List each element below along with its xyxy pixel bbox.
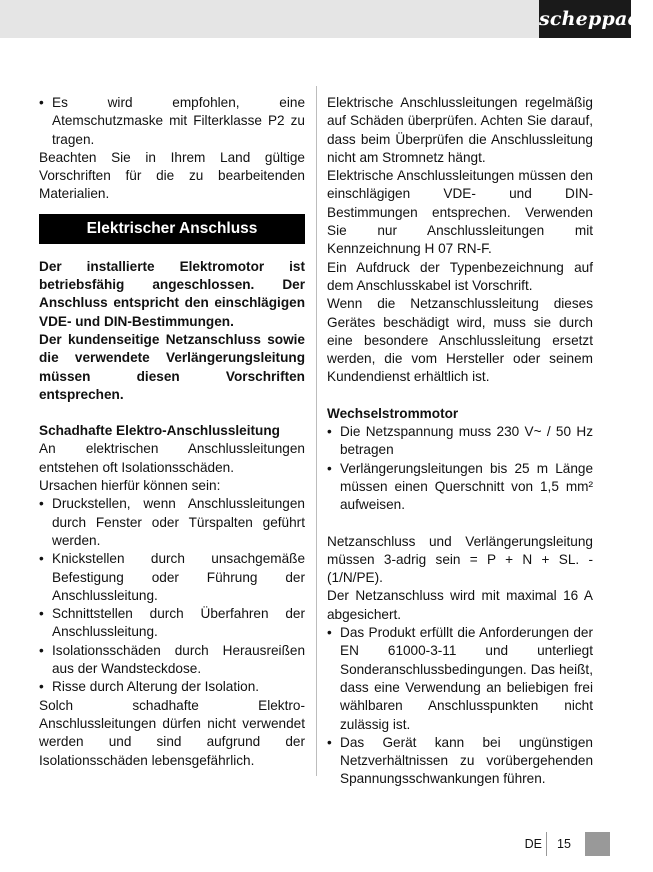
list-item: • Das Produkt erfüllt die Anforderungen der EN 61000-3-11 und unterliegt Sonderanschlussbedingungen. Das heißt, dass eine Verwendung an beliebigen frei wählbaren Anschlusspunkten nicht zulässig ist.	[327, 624, 593, 734]
spacer	[327, 515, 593, 533]
paragraph: Wenn die Netzanschlussleitung dieses Gerätes beschädigt wird, muss sie durch eine besondere Anschlussleitung ersetzt werden, die vom Hersteller oder seinem Kundendienst erhältlich ist.	[327, 296, 593, 385]
list-item: • Knickstellen durch unsachgemäße Befestigung oder Führung der Anschlussleitung.	[39, 550, 305, 605]
page-number: 15	[557, 837, 571, 851]
brand-logo: scheppach	[539, 0, 631, 38]
paragraph: Elektrische Anschlussleitungen müssen den einschlägigen VDE- und DIN-Bestimmungen entsprechen. Verwenden Sie nur Anschlussleitungen mit Kennzeichnung H 07 RN-F.	[327, 168, 593, 257]
header-bar	[0, 0, 631, 38]
footer-separator	[546, 832, 547, 856]
list-item: • Druckstellen, wenn Anschlussleitungen durch Fenster oder Türspalten geführt werden.	[39, 495, 305, 550]
bold-paragraph: Der installierte Elektromotor ist betriebsfähig angeschlossen. Der Anschluss entspricht den einschlägigen VDE- und DIN-Bestimmungen.	[39, 258, 305, 329]
spacer	[327, 387, 593, 405]
list-item: • Die Netzspannung muss 230 V~ / 50 Hz betragen	[327, 423, 593, 460]
paragraph: Elektrische Anschlussleitungen regelmäßig auf Schäden überprüfen. Achten Sie darauf, dass beim Überprüfen die Anschlussleitung nicht am Stromnetz hängt.	[327, 95, 593, 165]
footer-language: DE	[524, 837, 542, 851]
spacer	[39, 404, 305, 422]
paragraph: Der Netzanschluss wird mit maximal 16 A abgesichert.	[327, 588, 593, 622]
subheading: Wechselstrommotor	[327, 405, 459, 421]
paragraph: An elektrischen Anschlussleitungen entstehen oft Isolationsschäden.	[39, 441, 305, 475]
paragraph: Ein Aufdruck der Typenbezeichnung auf dem Anschlusskabel ist Vorschrift.	[327, 259, 593, 293]
paragraph: Ursachen hierfür können sein:	[39, 478, 221, 494]
footer-marker	[585, 832, 610, 856]
list-item: • Isolationsschäden durch Herausreißen aus der Wandsteckdose.	[39, 642, 305, 679]
list-item: • Risse durch Alterung der Isolation.	[39, 678, 305, 696]
list-item: • Es wird empfohlen, eine Atemschutzmaske mit Filterklasse P2 zu tragen.	[39, 94, 305, 149]
column-divider	[316, 86, 317, 776]
left-column	[39, 94, 305, 770]
right-column	[327, 94, 593, 789]
causes-list	[39, 495, 305, 696]
intro-list	[39, 94, 305, 149]
paragraph: Netzanschluss und Verlängerungsleitung müssen 3-adrig sein = P + N + SL. - (1/N/PE).	[327, 533, 593, 586]
motor-list	[327, 423, 593, 514]
list-item: • Verlängerungsleitungen bis 25 m Länge müssen einen Querschnitt von 1,5 mm² aufweisen.	[327, 460, 593, 515]
bold-paragraph: Der kundenseitige Netzanschluss sowie die verwendete Verlängerungsleitung müssen diesen Vorschriften entsprechen.	[39, 331, 305, 402]
list-item: • Schnittstellen durch Überfahren der Anschlussleitung.	[39, 605, 305, 642]
section-title: Elektrischer Anschluss	[39, 214, 305, 244]
intro-text: Beachten Sie in Ihrem Land gültige Vorschriften für die zu bearbeitenden Materialien.	[39, 149, 305, 202]
final-list	[327, 624, 593, 789]
subheading: Schadhafte Elektro-Anschlussleitung	[39, 423, 280, 439]
paragraph: Solch schadhafte Elektro-Anschlussleitungen dürfen nicht verwendet werden und sind aufgrund der Isolationsschäden lebensgefährlich.	[39, 697, 305, 768]
list-item: • Das Gerät kann bei ungünstigen Netzverhältnissen zu vorübergehenden Spannungsschwankungen führen.	[327, 734, 593, 789]
